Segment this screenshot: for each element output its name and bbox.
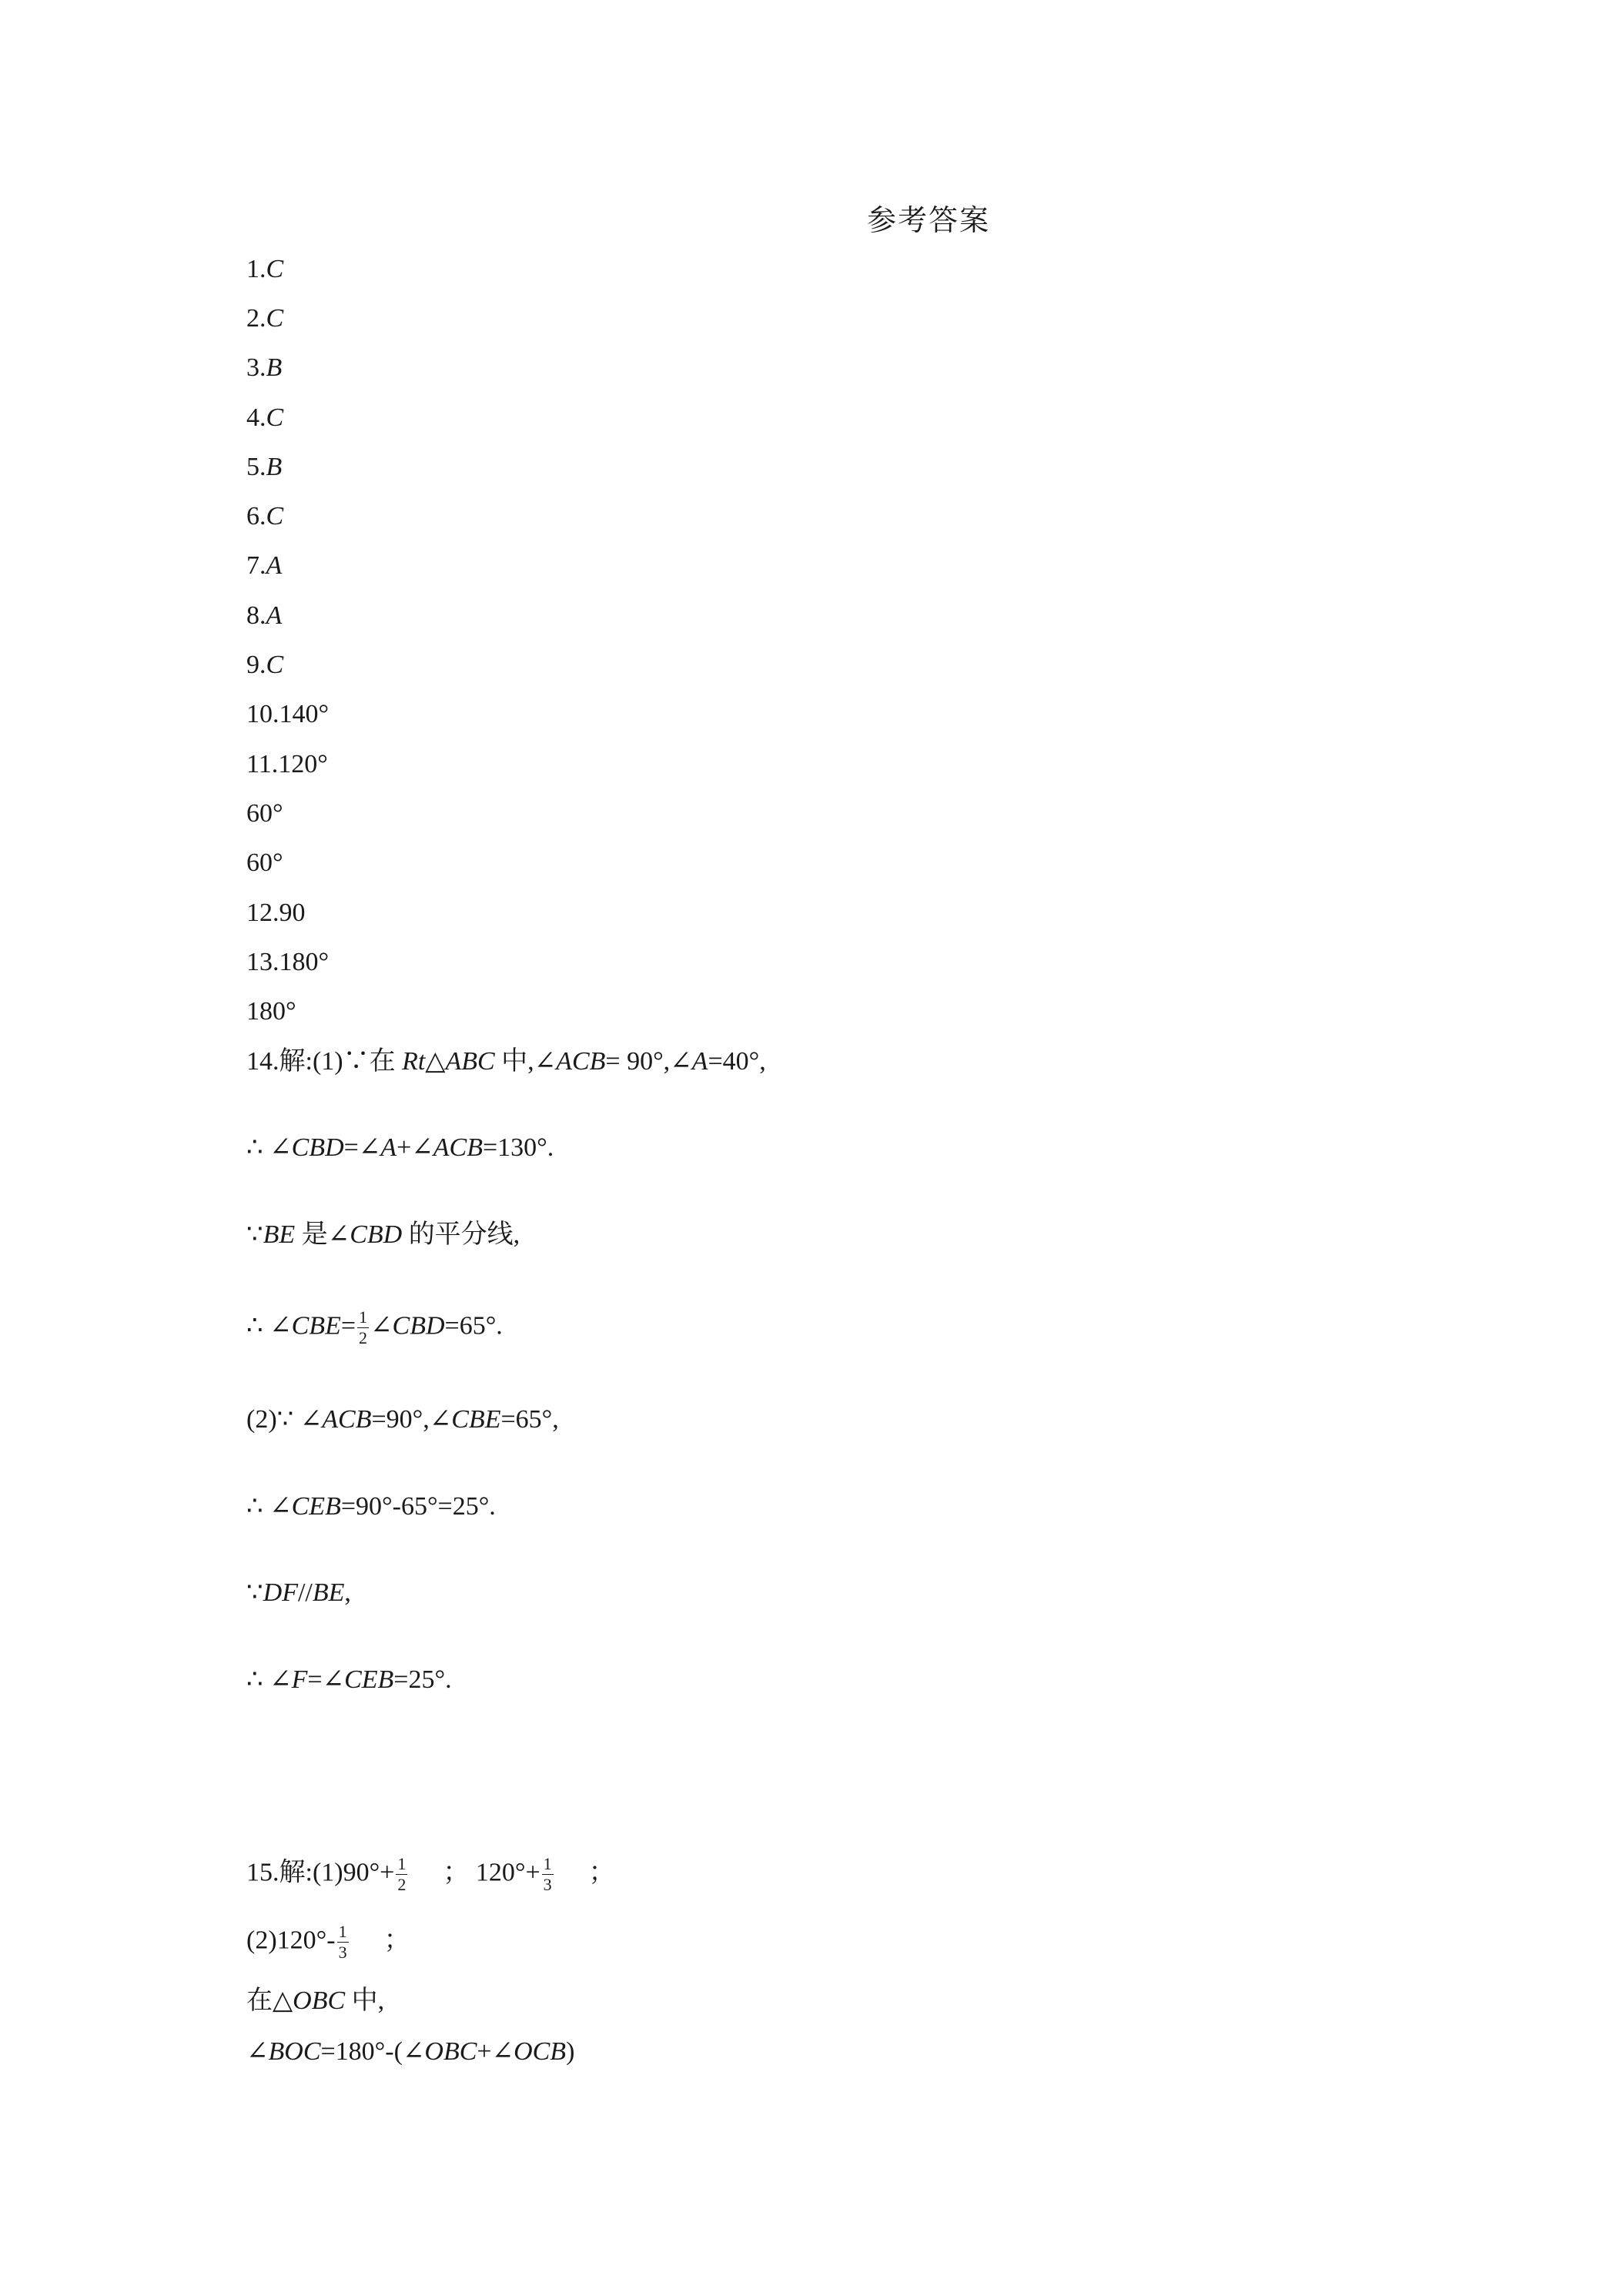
page-title: 参考答案 (866, 205, 990, 237)
answer-line-6: 6.C (246, 502, 284, 530)
answer-line-11c: 60° (246, 848, 283, 877)
fraction-one-third: $\frac{1}{3}$ (543, 1854, 552, 1894)
q14-line-6: ∴ ∠CEB=90°-65°=25°. (246, 1492, 496, 1521)
answer-line-4: 4.C (246, 403, 284, 432)
answer-line-13b: 180° (246, 997, 296, 1026)
answer-line-7: 7.A (246, 551, 283, 580)
answer-line-8: 8.A (246, 601, 283, 630)
fraction-one-half: $\frac{1}{2}$ (397, 1854, 407, 1894)
q14-line-3: ∵BE 是∠CBD 的平分线, (246, 1220, 520, 1249)
q14-line-8: ∴ ∠F=∠CEB=25°. (246, 1665, 452, 1694)
q15-line-4: ∠BOC=180°-(∠OBC+∠OCB) (246, 2037, 575, 2066)
fraction-one-half: $\frac{1}{2}$ (359, 1307, 368, 1347)
q14-line-4: ∴ ∠CBE= $\frac{1}{2}$ ∠CBD=65°. (246, 1307, 503, 1347)
answer-line-5: 5.B (246, 453, 283, 481)
q14-line-5: (2)∵ ∠ACB=90°,∠CBE=65°, (246, 1405, 559, 1434)
answer-line-11b: 60° (246, 799, 283, 828)
q15-line-1: 15.解:(1)90°+ $\frac{1}{2}$ ； 120°+ $\frac{1}{3}$ ； (246, 1854, 615, 1894)
answer-line-13: 13.180° (246, 948, 330, 976)
q14-line-2: ∴ ∠CBD=∠A+∠ACB=130°. (246, 1133, 554, 1162)
q15-line-2: (2)120°- $\frac{1}{3}$ ； (246, 1922, 410, 1962)
fraction-one-third: $\frac{1}{3}$ (338, 1922, 347, 1962)
answer-line-1: 1.C (246, 255, 284, 283)
answer-line-11: 11.120° (246, 750, 328, 778)
answer-line-3: 3.B (246, 353, 283, 382)
q14-line-7: ∵DF//BE, (246, 1578, 351, 1607)
q15-line-3: 在△OBC 中, (246, 1986, 385, 2015)
answer-line-12: 12.90 (246, 899, 306, 927)
answer-line-10: 10.140° (246, 700, 330, 728)
q14-line-1: 14.解:(1)∵在 Rt△ABC 中,∠ACB= 90°,∠A=40°, (246, 1047, 766, 1076)
answer-line-9: 9.C (246, 651, 284, 679)
answer-line-2: 2.C (246, 304, 284, 333)
